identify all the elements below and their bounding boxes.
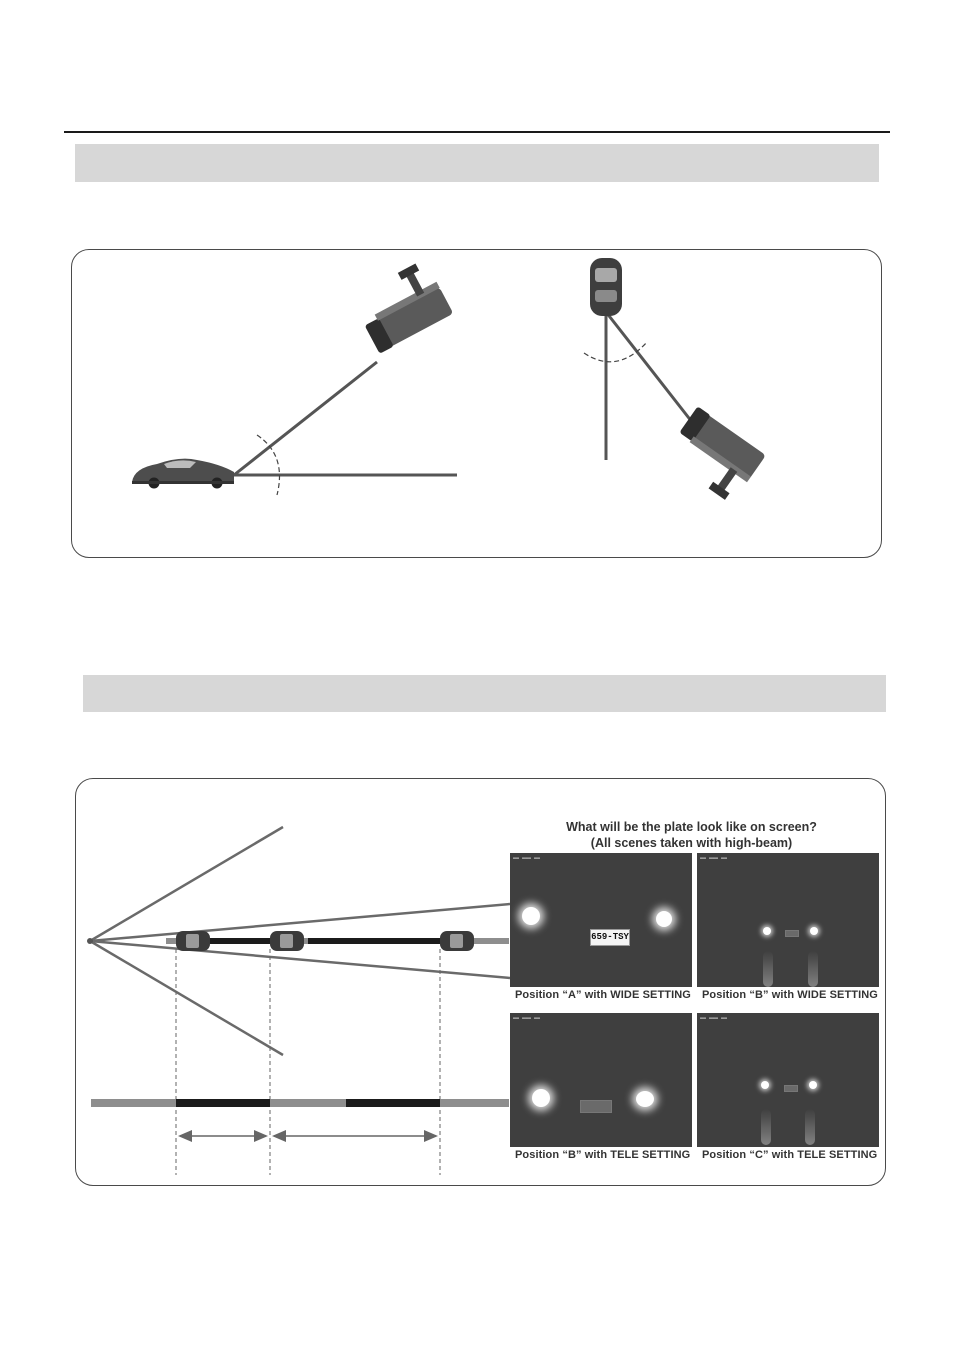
osd-overlay: ▬▬ ▬▬▬ ▬▬ xyxy=(700,855,728,861)
screenshots-title-line-1: What will be the plate look like on screen? xyxy=(566,820,817,834)
screenshots-title-line-2: (All scenes taken with high-beam) xyxy=(590,836,793,850)
headlight-left xyxy=(522,907,540,925)
car-position-c xyxy=(440,931,474,951)
wide-fov-upper-line xyxy=(90,827,283,941)
road-reflection xyxy=(808,951,818,987)
camera-angle-panel xyxy=(71,249,882,558)
road-reflection xyxy=(763,951,773,987)
car-top-view-icon xyxy=(590,258,622,316)
license-plate: 659-TSY xyxy=(590,929,630,946)
screenshot-position-b-tele xyxy=(510,1013,692,1147)
headlight-right xyxy=(656,911,672,927)
bullet-camera-top-left-icon xyxy=(350,259,454,354)
top-view-diagram xyxy=(584,258,766,504)
header-rule xyxy=(64,131,890,133)
headlight-right xyxy=(810,927,818,935)
headlight-right xyxy=(809,1081,817,1089)
camera-origin-point xyxy=(87,938,93,944)
camera-sightline-right xyxy=(606,312,692,422)
camera-angle-diagram xyxy=(72,250,883,559)
field-of-view-panel xyxy=(75,778,886,1186)
camera-sightline-left xyxy=(234,362,377,475)
caption-position-c-tele: Position “C” with TELE SETTING xyxy=(702,1149,878,1161)
screenshots-title xyxy=(506,819,877,851)
angle-arc-left xyxy=(257,435,280,495)
license-plate xyxy=(784,1085,798,1092)
osd-overlay: ▬▬ ▬▬▬ ▬▬ xyxy=(513,855,541,861)
caption-position-b-wide: Position “B” with WIDE SETTING xyxy=(702,989,878,1001)
headlight-right xyxy=(636,1091,654,1107)
screenshot-position-c-tele xyxy=(697,1013,879,1147)
sports-car-side-icon xyxy=(132,459,234,489)
distance-arrow-b-to-c xyxy=(272,1130,438,1142)
section-heading-band-1 xyxy=(75,144,879,182)
distance-arrow-a-to-b xyxy=(178,1130,268,1142)
lower-road xyxy=(91,1099,509,1107)
wide-fov-lower-line xyxy=(90,941,283,1055)
osd-overlay: ▬▬ ▬▬▬ ▬▬ xyxy=(700,1015,728,1021)
road-reflection xyxy=(805,1109,815,1145)
side-view-diagram xyxy=(132,259,457,495)
screenshot-position-b-wide xyxy=(697,853,879,987)
bullet-camera-bottom-right-icon xyxy=(663,406,767,504)
license-plate xyxy=(785,930,799,937)
car-position-b xyxy=(270,931,304,951)
caption-position-a-wide: Position “A” with WIDE SETTING xyxy=(515,989,691,1001)
car-position-a xyxy=(176,931,210,951)
section-heading-band-2 xyxy=(83,675,886,712)
headlight-left xyxy=(761,1081,769,1089)
screenshot-position-a-wide xyxy=(510,853,692,987)
headlight-left xyxy=(763,927,771,935)
headlight-left xyxy=(532,1089,550,1107)
road-reflection xyxy=(761,1109,771,1145)
license-plate xyxy=(580,1100,612,1113)
osd-overlay: ▬▬ ▬▬▬ ▬▬ xyxy=(513,1015,541,1021)
caption-position-b-tele: Position “B” with TELE SETTING xyxy=(515,1149,691,1161)
